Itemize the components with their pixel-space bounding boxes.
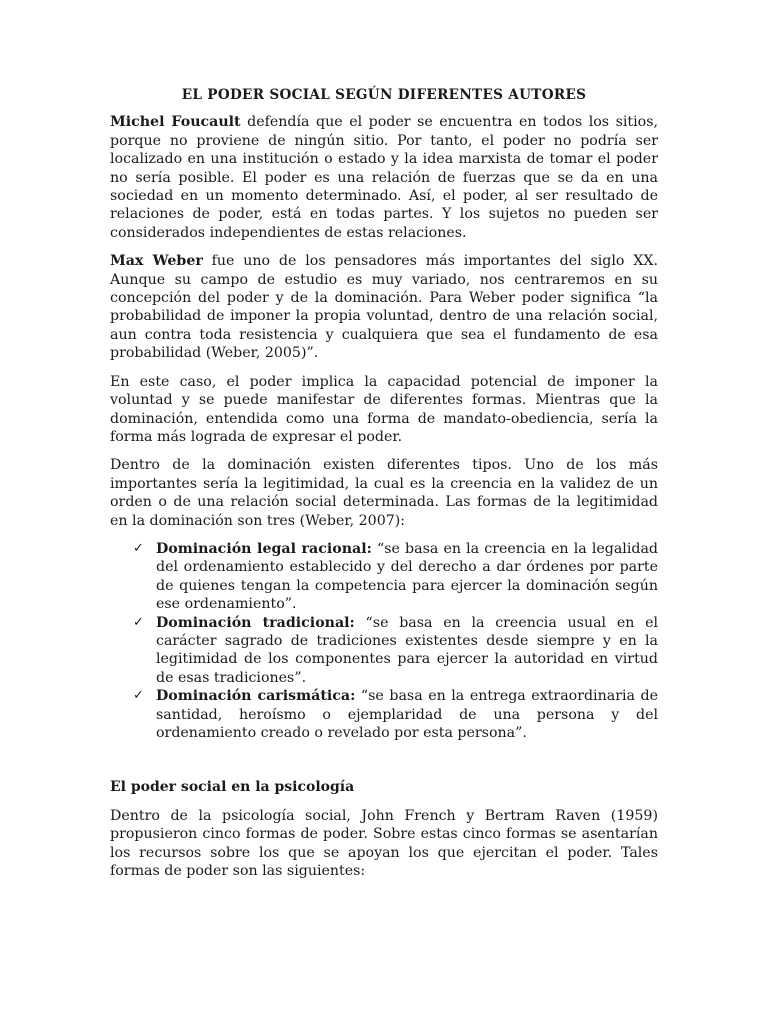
- list-item: [133, 540, 658, 614]
- paragraph-text: En este caso, el poder implica la capacidad potencial de imponer la voluntad y se puede manifestar de diferentes formas. Mientras que la dominación, entendida como una forma de mandato-obediencia, sería la forma más lograda de expresar el poder.: [110, 373, 658, 445]
- list-item-text: “se basa en la creencia usual en el carácter sagrado de tradiciones existentes desde siempre y en la legitimidad de los componentes para ejercer la autoridad en virtud de esas tradiciones”.: [156, 614, 659, 686]
- paragraph-poder: [110, 373, 658, 447]
- list-item: [133, 614, 659, 688]
- paragraph-text: defendía que el poder se encuentra en todos los sitios, porque no proviene de ningún sitio. Por tanto, el poder no podría ser localizado en una institución o estado y la idea marxista de tomar el poder no sería posible. El poder es una relación de fuerzas que se da en una sociedad en un momento determinado. Así, el poder, al ser resultado de relaciones de poder, está en todas partes. Y los sujetos no pueden ser considerados independientes de estas relaciones.: [110, 114, 658, 241]
- checkmark-icon: ✓: [133, 688, 144, 704]
- paragraph-text: fue uno de los pensadores más importantes del siglo XX. Aunque su campo de estudio es muy variado, nos centraremos en su concepción del poder y de la dominación. Para Weber poder significa “la probabilidad de imponer la propia voluntad, dentro de una relación social, aun contra toda resistencia y cualquiera que sea el fundamento de esa probabilidad (Weber, 2005)”.: [110, 253, 658, 362]
- paragraph-lead: Max Weber: [110, 253, 203, 270]
- list-item-lead: Dominación legal racional:: [156, 540, 372, 557]
- checkmark-icon: ✓: [133, 614, 144, 630]
- paragraph-psicologia: [110, 807, 658, 881]
- paragraph-text: Dentro de la dominación existen diferentes tipos. Uno de los más importantes sería la legitimidad, la cual es la creencia en la validez de un orden o de una relación social determinada. Las formas de la legitimidad en la dominación son tres (Weber, 2007):: [110, 457, 658, 529]
- legitimacy-list: [110, 540, 658, 742]
- paragraph-lead: Michel Foucault: [110, 114, 241, 131]
- paragraph-text: Dentro de la psicología social, John French y Bertram Raven (1959) propusieron cinco formas de poder. Sobre estas cinco formas se asentarían los recursos sobre los que se apoyan los que ejercitan el poder. Tales formas de poder son las siguientes:: [110, 807, 658, 880]
- paragraph-foucault: [110, 113, 658, 242]
- section-heading: El poder social en la psicología: [110, 779, 355, 796]
- list-item-lead: Dominación tradicional:: [156, 614, 355, 631]
- document-page: [110, 86, 658, 890]
- document-title: EL PODER SOCIAL SEGÚN DIFERENTES AUTORES: [181, 87, 587, 103]
- paragraph-weber: [110, 252, 658, 362]
- paragraph-dominacion: [110, 456, 658, 530]
- list-item-text: “se basa en la entrega extraordinaria de santidad, heroísmo o ejemplaridad de una persona y del ordenamiento creado o revelado por esta persona”.: [156, 688, 658, 741]
- list-item-text: “se basa en la creencia en la legalidad del ordenamiento establecido y del derecho a dar órdenes por parte de quienes tengan la competencia para ejercer la dominación según ese ordenamiento”.: [156, 540, 658, 613]
- list-item-lead: Dominación carismática:: [156, 688, 356, 705]
- list-item: [133, 687, 658, 742]
- checkmark-icon: ✓: [133, 540, 144, 556]
